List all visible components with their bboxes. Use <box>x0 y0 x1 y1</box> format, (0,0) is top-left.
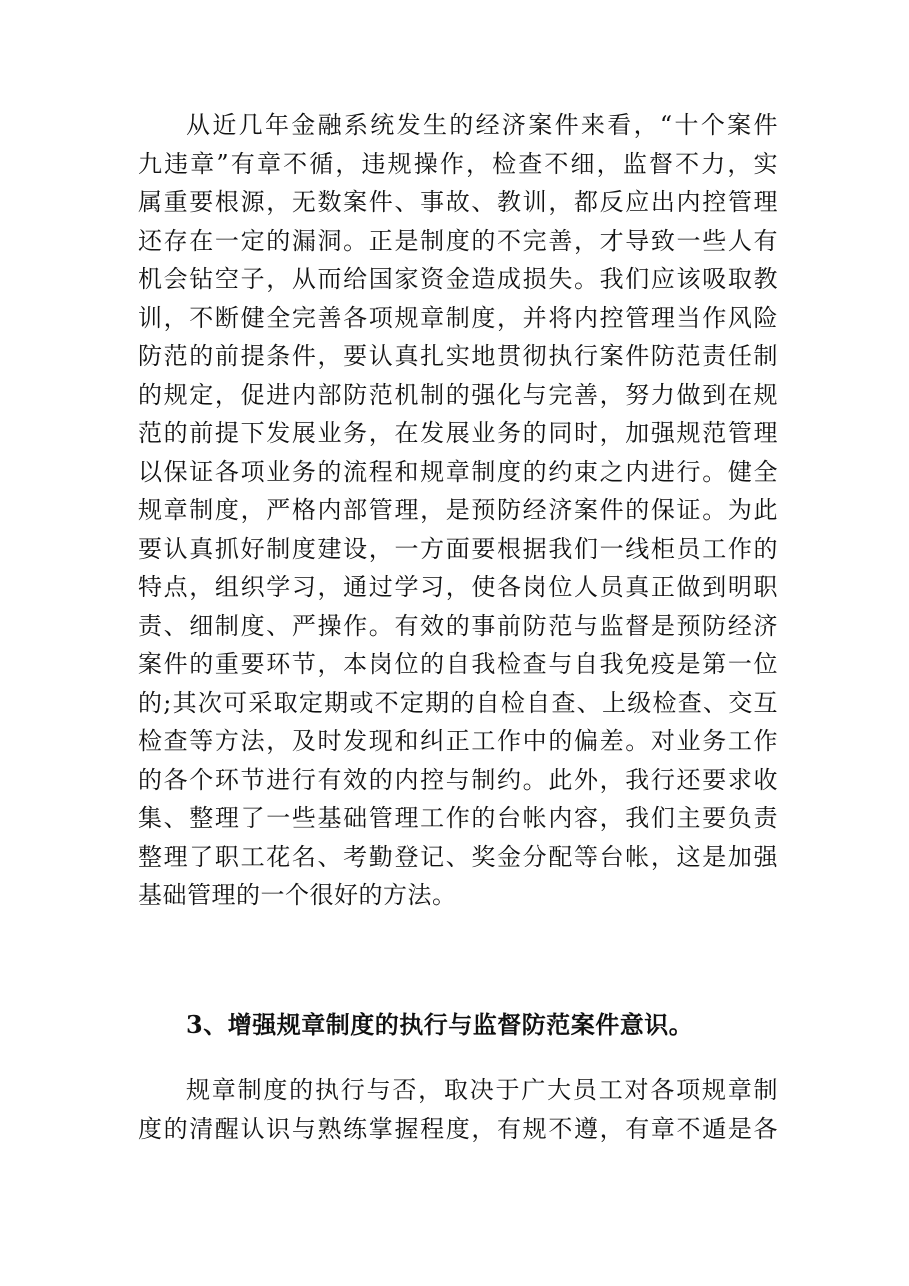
paragraph-line: 检查等方法，及时发现和纠正工作中的偏差。对业务工作 <box>138 727 778 755</box>
paragraph-line: 范的前提下发展业务，在发展业务的同时，加强规范管理 <box>138 419 778 447</box>
paragraph-line: 案件的重要环节，本岗位的自我检查与自我免疫是第一位 <box>138 650 778 678</box>
paragraph-line: 的各个环节进行有效的内控与制约。此外，我行还要求收 <box>138 765 778 794</box>
body-paragraph <box>138 106 778 915</box>
paragraph-line: 集、整理了一些基础管理工作的台帐内容，我们主要负责 <box>138 804 778 832</box>
paragraph-line: 的;其次可采取定期或不定期的自检自查、上级检查、交互 <box>138 688 778 717</box>
paragraph-line: 从近几年金融系统发生的经济案件来看，“十个案件 <box>186 111 778 139</box>
paragraph-line: 整理了职工花名、考勤登记、奖金分配等台帐，这是加强 <box>138 842 778 871</box>
paragraph-line: 九违章”有章不循，违规操作，检查不细，监督不力，实 <box>138 149 778 178</box>
paragraph-line: 以保证各项业务的流程和规章制度的约束之内进行。健全 <box>138 457 778 486</box>
paragraph-line: 特点，组织学习，通过学习，使各岗位人员真正做到明职 <box>138 573 778 601</box>
paragraph-line: 要认真抓好制度建设，一方面要根据我们一线柜员工作的 <box>138 534 778 563</box>
paragraph-line: 度的清醒认识与熟练掌握程度，有规不遵，有章不遁是各 <box>138 1114 778 1143</box>
paragraph-line: 机会钻空子，从而给国家资金造成损失。我们应该吸取教 <box>138 265 778 293</box>
paragraph-line: 责、细制度、严操作。有效的事前防范与监督是预防经济 <box>138 611 778 640</box>
paragraph-line: 防范的前提条件，要认真扎实地贯彻执行案件防范责任制 <box>138 342 778 370</box>
body-paragraph <box>138 1071 778 1148</box>
paragraph-line: 规章制度，严格内部管理，是预防经济案件的保证。为此 <box>138 496 778 524</box>
paragraph-line: 训，不断健全完善各项规章制度，并将内控管理当作风险 <box>138 303 778 332</box>
section-heading: 3、增强规章制度的执行与监督防范案件意识。 <box>186 1010 694 1039</box>
paragraph-line: 基础管理的一个很好的方法。 <box>138 881 457 909</box>
paragraph-line: 还存在一定的漏洞。正是制度的不完善，才导致一些人有 <box>138 226 778 255</box>
paragraph-line: 属重要根源，无数案件、事故、教训，都反应出内控管理 <box>138 188 778 216</box>
paragraph-line: 规章制度的执行与否，取决于广大员工对各项规章制 <box>186 1076 778 1104</box>
paragraph-line: 的规定，促进内部防范机制的强化与完善，努力做到在规 <box>138 380 778 409</box>
